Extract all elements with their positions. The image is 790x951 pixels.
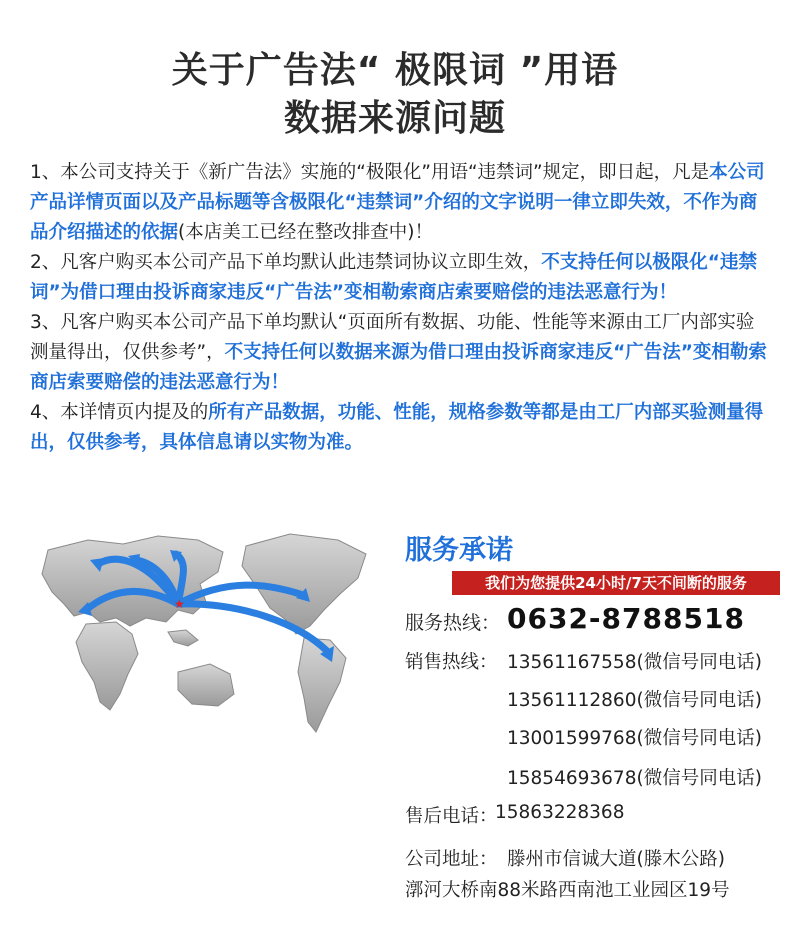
south-america-shape [298,638,346,732]
notice-4-highlight: 所有产品数据，功能、性能，规格参数等都是由工厂内部买验测量得出，仅供参考，具体信息请以实物为准。 [30,402,764,453]
page-title-line2: 数据来源问题 [283,98,506,139]
notice-item-3 [30,308,770,398]
address-label: 公司地址： [405,849,498,870]
australia-shape [178,664,234,706]
sales-number-3: 13001599768(微信号同电话) [507,728,762,749]
notice-2-highlight: 不支持任何以极限化“违禁词”为借口理由投诉商家违反“广告法”变相勒索商店索要赔偿的违法恶意行为！ [30,252,757,303]
origin-star-icon: ★ [174,597,185,611]
notice-1-tail: (本店美工已经在整改排查中)！ [178,222,433,243]
after-sales-label: 售后电话： [405,806,498,827]
world-map-illustration [28,522,398,752]
africa-shape [76,622,138,710]
notice-item-1 [30,158,770,248]
service-banner: 我们为您提供24小时/7天不间断的服务 [452,571,780,595]
hotline-label: 服务热线： [405,612,501,634]
after-sales-number: 15863228368 [495,802,625,823]
notice-4-intro: 4、本详情页内提及的 [30,402,209,423]
notice-3-intro: 3、凡客户购买本公司产品下单均默认“页面所有数据、功能、性能等来源由工厂内部实验测量得出，仅供参考”， [30,312,755,363]
asia-islands-shape [168,630,198,646]
notice-3-highlight: 不支持任何以数据来源为借口理由投诉商家违反“广告法”变相勒索商店索要赔偿的违法恶意行为！ [30,342,767,393]
eurasia-shape [42,536,223,626]
service-title: 服务承诺 [405,535,513,566]
hotline-number: 0632-8788518 [507,602,745,635]
notice-1-intro: 1、本公司支持关于《新广告法》实施的“极限化”用语“违禁词”规定，即日起，凡是 [30,162,710,183]
notice-section [30,158,770,458]
notice-item-4 [30,398,770,458]
sales-label: 销售热线： [405,652,498,673]
notice-item-2 [30,248,770,308]
page-title-line1: 关于广告法“ 极限词 ”用语 [171,50,619,91]
notice-2-intro: 2、凡客户购买本公司产品下单均默认此违禁词协议立即生效， [30,252,542,273]
sales-number-4: 15854693678(微信号同电话) [507,768,762,789]
address-line-1: 滕州市信诚大道(滕木公路) [507,849,725,870]
sales-number-1: 13561167558(微信号同电话) [507,652,762,673]
sales-number-2: 13561112860(微信号同电话) [507,690,762,711]
notice-1-highlight: 本公司产品详情页面以及产品标题等含极限化“违禁词”介绍的文字说明一律立即失效，不作为商品介绍描述的依据 [30,162,765,243]
address-line-2: 漷河大桥南88米路西南池工业园区19号 [405,880,730,901]
